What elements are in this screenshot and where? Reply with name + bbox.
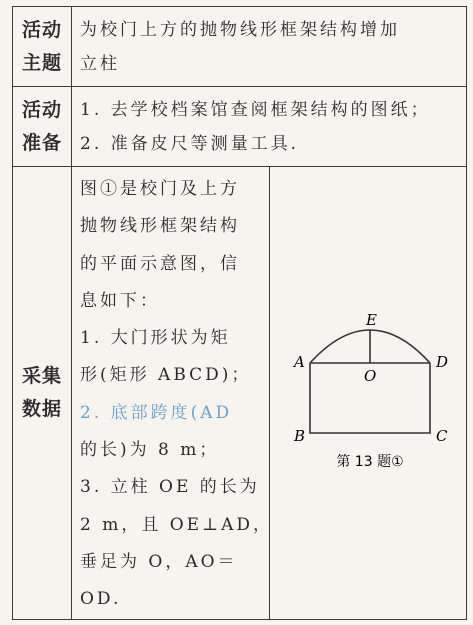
activity-table <box>12 6 467 620</box>
row-theme-label <box>13 7 72 87</box>
label-line: 主题 <box>21 51 62 74</box>
label-a: A <box>293 353 305 371</box>
label-c: C <box>435 427 447 445</box>
text-line: 垂足为 O，AO＝ <box>80 551 238 572</box>
label-line: 数据 <box>21 397 62 420</box>
row-data-figure <box>269 167 467 620</box>
row-theme <box>13 7 467 87</box>
row-data-label <box>13 167 72 620</box>
content-line: 1. 去学校档案馆查阅框架结构的图纸； <box>80 99 431 120</box>
row-prep-content <box>72 87 467 167</box>
figure-container <box>270 167 467 613</box>
label-line: 准备 <box>21 131 62 154</box>
row-theme-content <box>72 7 467 87</box>
text-line: 形(矩形 ABCD)； <box>80 365 252 386</box>
text-line: 图①是校门及上方 <box>80 179 240 199</box>
row-prep <box>13 87 467 167</box>
text-line: 抛物线形框架结构 <box>80 216 240 237</box>
gate-diagram <box>270 167 470 613</box>
content-line: 为校门上方的抛物线形框架结构增加 <box>80 19 400 40</box>
text-line: 2 m，且 OE⊥AD， <box>80 514 273 535</box>
text-line: 3. 立柱 OE 的长为 <box>80 477 260 498</box>
label-line: 活动 <box>21 98 62 121</box>
row-prep-label <box>13 87 72 167</box>
label-e: E <box>365 311 377 329</box>
text-line: OD. <box>80 589 122 610</box>
label-line: 采集 <box>21 364 62 387</box>
text-line: 2. 底部跨度(AD <box>80 402 233 423</box>
label-o: O <box>363 367 376 385</box>
label-line: 活动 <box>21 18 62 41</box>
row-data <box>13 167 467 620</box>
content-line: 立柱 <box>80 53 120 74</box>
row-data-text <box>72 167 273 620</box>
content-line: 2. 准备皮尺等测量工具. <box>80 133 300 154</box>
text-line: 的平面示意图，信 <box>80 253 240 274</box>
text-line: 息如下： <box>80 290 160 311</box>
text-line: 1. 大门形状为矩 <box>80 328 231 349</box>
label-b: B <box>293 427 305 445</box>
label-d: D <box>435 353 448 371</box>
figure-caption: 第 13 题① <box>335 454 404 470</box>
text-line: 的长)为 8 m； <box>80 440 220 461</box>
